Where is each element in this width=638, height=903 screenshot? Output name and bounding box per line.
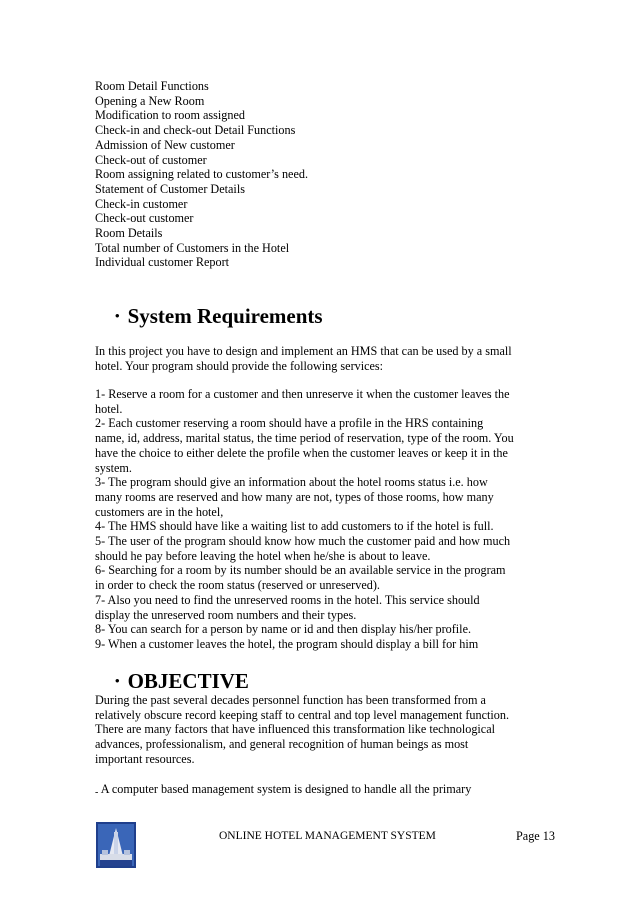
list-item: Modification to room assigned	[95, 108, 245, 123]
bullet-icon: •	[115, 673, 120, 688]
list-item: Check-in customer	[95, 196, 188, 211]
footer-title: ONLINE HOTEL MANAGEMENT SYSTEM	[219, 830, 436, 842]
paragraph-line: display the unreserved room numbers and their types.	[95, 607, 357, 622]
paragraph-text: A computer based management system is designed to handle all the primary	[98, 782, 472, 796]
paragraph-line: In this project you have to design and implement an HMS that can be used by a small	[95, 344, 512, 358]
objective-last-paragraph	[95, 782, 545, 799]
paragraph-line: hotel.	[95, 401, 123, 416]
objective-body	[95, 693, 545, 767]
list-item: Room Details	[95, 226, 163, 241]
list-item: Individual customer Report	[95, 255, 230, 270]
paragraph-line	[95, 782, 545, 799]
system-requirements-heading	[115, 303, 323, 329]
line-marker: -	[95, 787, 99, 798]
list-item: Statement of Customer Details	[95, 181, 245, 196]
paragraph-line: advances, professionalism, and general recognition of human beings as most	[95, 737, 469, 752]
page-number: Page 13	[516, 829, 555, 843]
paragraph-line: 4- The HMS should have like a waiting list to add customers to if the hotel is full.	[95, 519, 494, 534]
paragraph-line: important resources.	[95, 751, 195, 766]
paragraph-line: 8- You can search for a person by name or id and then display his/her profile.	[95, 622, 472, 637]
list-item: Check-out customer	[95, 211, 194, 226]
paragraph-line: have the choice to either delete the profile when the customer leaves or keep it in the	[95, 445, 508, 460]
paragraph-line: customers are in the hotel,	[95, 504, 224, 519]
paragraph-line: should he pay before leaving the hotel when he/she is about to leave.	[95, 548, 431, 563]
list-item: Check-in and check-out Detail Functions	[95, 123, 296, 138]
paragraph-line: 3- The program should give an information about the hotel rooms status i.e. how	[95, 475, 488, 490]
paragraph-line: hotel. Your program should provide the following services:	[95, 358, 384, 373]
heading-text: System Requirements	[127, 304, 323, 328]
paragraph-line: 6- Searching for a room by its number should be an available service in the program	[95, 563, 506, 578]
paragraph-line: 9- When a customer leaves the hotel, the program should display a bill for him	[95, 636, 479, 651]
hotel-logo-icon	[96, 822, 136, 868]
list-item: Total number of Customers in the Hotel	[95, 240, 290, 255]
list-item: Room Detail Functions	[95, 79, 209, 93]
list-item: Opening a New Room	[95, 93, 205, 108]
list-item: Room assigning related to customer’s need.	[95, 167, 309, 182]
paragraph-line: name, id, address, marital status, the time period of reservation, type of the room. You	[95, 431, 514, 446]
system-requirements-items	[95, 387, 545, 652]
heading-text: OBJECTIVE	[127, 669, 249, 693]
paragraph-line: relatively obscure record keeping staff to central and top level management function.	[95, 707, 509, 722]
objective-heading	[115, 668, 249, 694]
functions-list	[95, 79, 545, 270]
paragraph-line: 1- Reserve a room for a customer and then unreserve it when the customer leaves the	[95, 387, 510, 401]
bullet-icon: •	[115, 308, 120, 323]
paragraph-line: There are many factors that have influenced this transformation like technological	[95, 722, 495, 737]
paragraph-line: in order to check the room status (reserved or unreserved).	[95, 578, 380, 593]
list-item: Admission of New customer	[95, 137, 235, 152]
paragraph-line: many rooms are reserved and how many are not, types of those rooms, how many	[95, 489, 494, 504]
list-item: Check-out of customer	[95, 152, 207, 167]
paragraph-line: 5- The user of the program should know how much the customer paid and how much	[95, 534, 511, 549]
paragraph-line: 7- Also you need to find the unreserved rooms in the hotel. This service should	[95, 592, 480, 607]
paragraph-line: system.	[95, 460, 132, 475]
system-requirements-intro	[95, 344, 545, 373]
paragraph-line: 2- Each customer reserving a room should have a profile in the HRS containing	[95, 416, 484, 431]
paragraph-line: During the past several decades personnel function has been transformed from a	[95, 693, 486, 707]
